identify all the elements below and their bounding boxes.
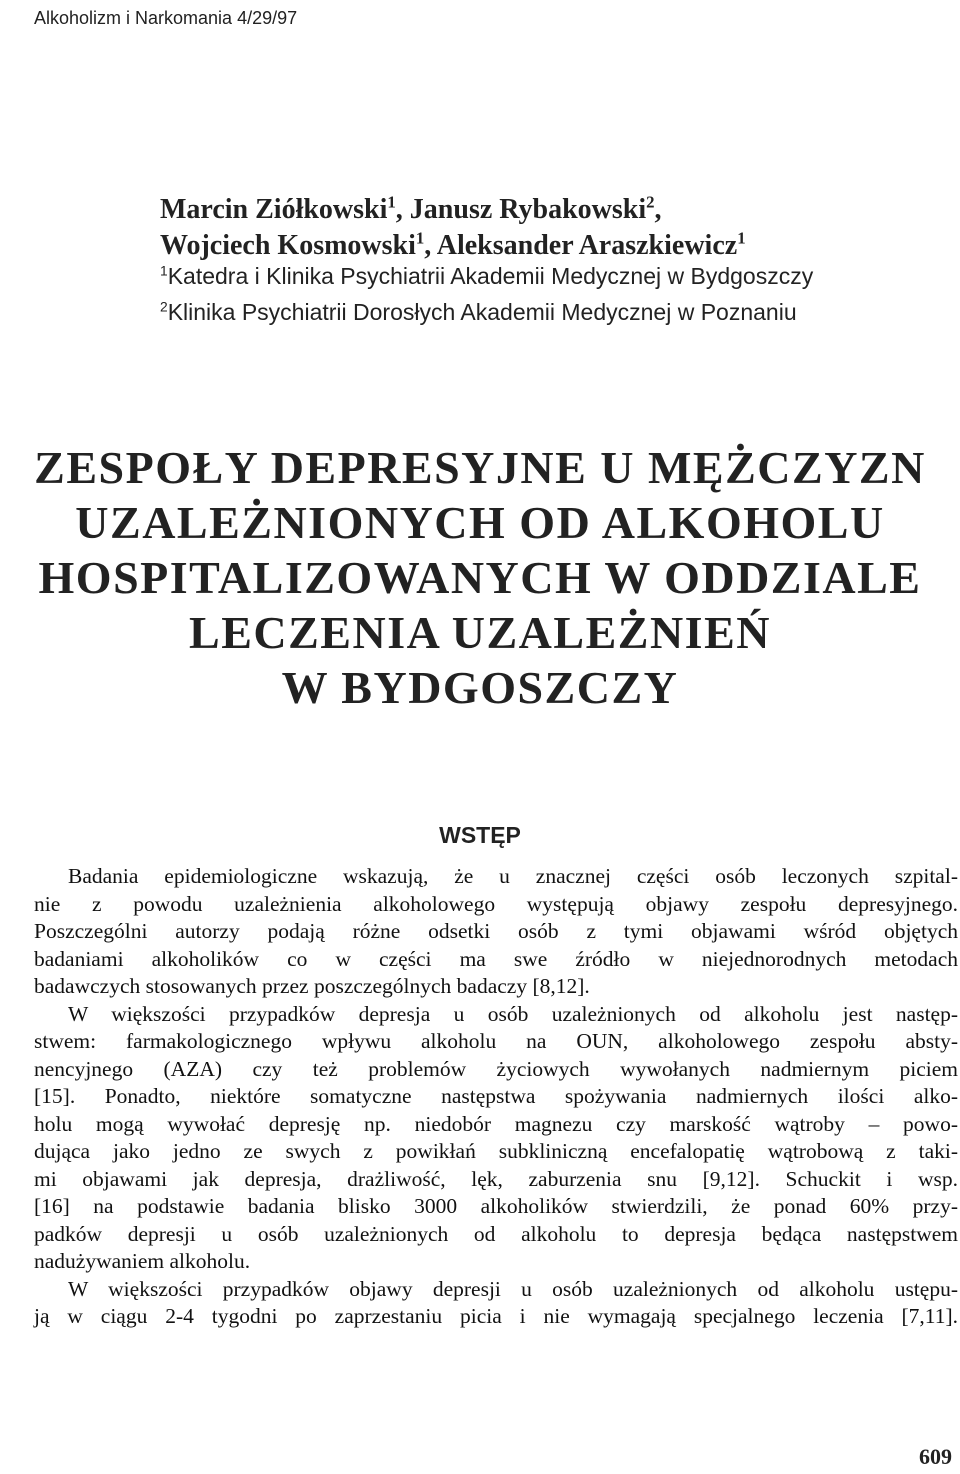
text-line: [16] na podstawie badania blisko 3000 alkoholików stwierdzili, że ponad 60% przy- [34, 1194, 958, 1218]
text-line: nadużywaniem alkoholu. [34, 1249, 251, 1273]
affiliation: $^1$Katedra i Klinika Psychiatrii Akademii Medycznej w Bydgoszczy [160, 263, 814, 289]
author-line: Marcin Ziółkowski$^1$, Janusz Rybakowski$^2$, [160, 192, 662, 225]
title-line: HOSPITALIZOWANYCH W ODDZIALE [38, 552, 922, 603]
title-line: UZALEŻNIONYCH OD ALKOHOLU [75, 497, 885, 548]
text-line: badaniami alkoholików co w części ma swe źródło w niejednorodnych metodach [34, 946, 958, 971]
title-line: LECZENIA UZALEŻNIEŃ [189, 607, 771, 658]
text-line: Badania epidemiologiczne wskazują, że u znacznej części osób leczonych szpital- [68, 864, 958, 888]
text-line: mi objawami jak depresja, drażliwość, lęk, zaburzenia snu [9,12]. Schuckit i wsp. [34, 1166, 958, 1191]
text-line: holu mogą wywołać depresję np. niedobór magnezu czy marskość wątroby – powo- [34, 1111, 958, 1136]
text-line: padków depresji u osób uzależnionych od alkoholu to depresja będąca następstwem [34, 1221, 958, 1246]
text-line: ją w ciągu 2-4 tygodni po zaprzestaniu picia i nie wymagają specjalnego leczenia [7,11]. [34, 1304, 958, 1328]
affiliation-list [160, 258, 940, 330]
author-line: Wojciech Kosmowski$^1$, Aleksander Araszkiewicz$^1$ [160, 228, 746, 261]
text-line: badawczych stosowanych przez poszczególnych badaczy [8,12]. [34, 974, 590, 998]
text-line: W większości przypadków depresja u osób uzależnionych od alkoholu jest następ- [68, 1001, 958, 1026]
author-list [160, 192, 940, 264]
body-text [34, 863, 958, 1331]
title-line: ZESPOŁY DEPRESYJNE U MĘŻCZYZN [34, 442, 926, 493]
section-heading: WSTĘP [439, 822, 521, 848]
text-line: nencyjnego (AZA) czy też problemów życiowych wywołanych nadmiernym piciem [34, 1056, 958, 1081]
text-line: [15]. Ponadto, niektóre somatyczne następstwa spożywania nadmiernych ilości alko- [34, 1084, 958, 1108]
text-line: Poszczególni autorzy podają różne odsetki osób z tymi objawami wśród objętych [34, 919, 958, 943]
journal-header: Alkoholizm i Narkomania 4/29/97 [34, 8, 298, 28]
affiliation: $^2$Klinika Psychiatrii Dorosłych Akademii Medycznej w Poznaniu [160, 299, 797, 325]
text-line: W większości przypadków objawy depresji u osób uzależnionych od alkoholu ustępu- [68, 1276, 958, 1301]
text-line: stwem: farmakologicznego wpływu alkoholu na OUN, alkoholowego zespołu absty- [34, 1029, 958, 1053]
text-line: nie z powodu uzależnienia alkoholowego występują objawy zespołu depresyjnego. [34, 891, 958, 916]
page-number: 609 [919, 1444, 952, 1469]
title-line: W BYDGOSZCZY [281, 662, 679, 713]
text-line: dująca jako jedno ze swych z powikłań subkliniczną encefalopatię wątrobową z taki- [34, 1139, 958, 1163]
article-title [30, 440, 930, 715]
